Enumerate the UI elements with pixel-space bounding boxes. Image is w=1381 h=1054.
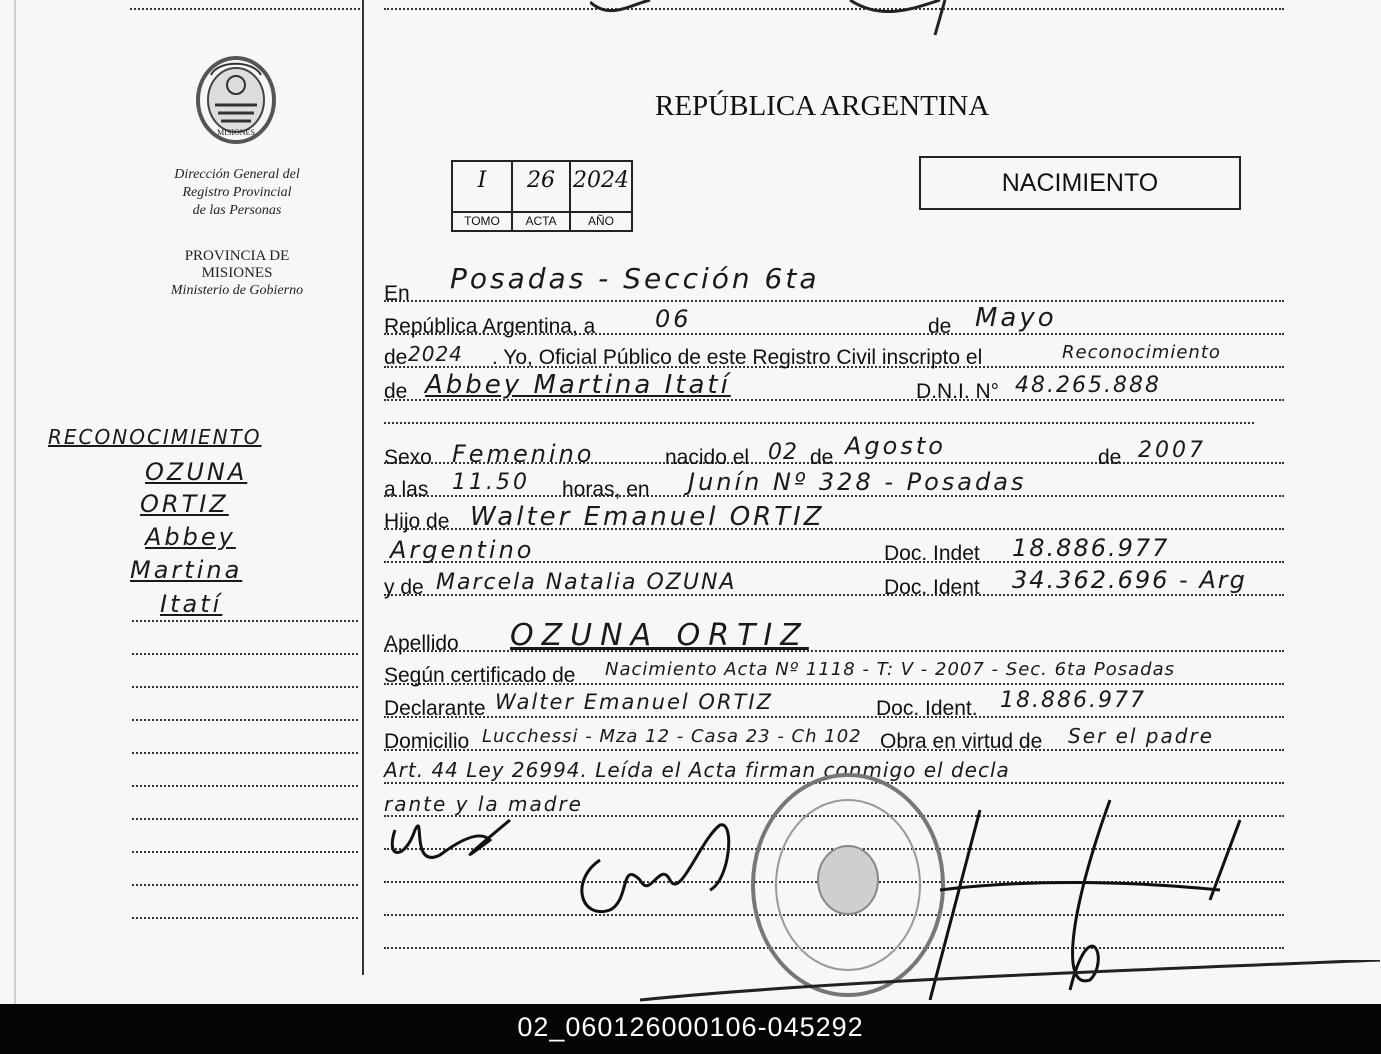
hora-value: 11.50: [452, 470, 530, 495]
mes-value: Mayo: [975, 303, 1057, 333]
padre-nacionalidad: Argentino: [390, 536, 535, 564]
page-edge: [14, 0, 16, 1004]
margin-note-line: Itatí: [160, 590, 223, 618]
padre-doc-label: Doc. Indet: [884, 542, 980, 565]
document-type-box: NACIMIENTO: [919, 156, 1241, 210]
registry-box: [451, 160, 633, 232]
ministry-line: Ministerio de Gobierno: [170, 283, 304, 298]
dia-value: 06: [655, 305, 692, 333]
line-en: [384, 300, 1284, 302]
office-line-2: Registro Provincial: [182, 185, 292, 200]
declarante-label: Declarante: [384, 697, 486, 720]
certificado-value: Nacimiento Acta Nº 1118 - T: V - 2007 - Sec. 6ta Posadas: [605, 659, 1175, 680]
madre-doc-value: 34.362.696 - Arg: [1012, 566, 1247, 594]
nacido-mes: Agosto: [845, 432, 946, 460]
apellido-value: OZUNA ORTIZ: [510, 618, 809, 653]
hijo-label: Hijo de: [384, 510, 450, 533]
bottom-signature-stroke: [640, 960, 1380, 1004]
obra-value: Ser el padre: [1068, 724, 1214, 748]
tomo-label: TOMO: [453, 211, 511, 228]
anio-label: AÑO: [571, 211, 631, 228]
madre-value: Marcela Natalia OZUNA: [436, 570, 737, 595]
horas-en-label: horas, en: [562, 478, 650, 501]
obra-label: Obra en virtud de: [880, 730, 1043, 753]
oficial-text: . Yo, Oficial Público de este Registro Civil inscripto el: [492, 346, 983, 369]
province-line-1: PROVINCIA DE: [184, 248, 290, 264]
line-domicilio: [384, 749, 1284, 751]
madre-label: y de: [384, 576, 424, 599]
sexo-value: Femenino: [452, 440, 595, 468]
margin-dotted-line: [132, 851, 358, 853]
margin-dotted-line: [132, 620, 358, 622]
margin-dotted-line: [132, 818, 358, 820]
margin-note-line: ORTIZ: [140, 490, 229, 518]
declarante-doc-value: 18.886.977: [1000, 688, 1146, 713]
tomo-cell: [453, 162, 513, 230]
declarant-signature: [380, 800, 530, 880]
document-code: 02_060126000106-045292: [517, 1012, 864, 1042]
margin-note-line: OZUNA: [145, 458, 248, 486]
de2-label: de: [384, 380, 408, 403]
mother-signature: [570, 820, 740, 930]
dni-label: D.N.I. N°: [916, 380, 1000, 403]
margin-dotted-line: [132, 884, 358, 886]
persona-value: Abbey Martina Itatí: [425, 370, 731, 400]
nacido-label: nacido el: [665, 446, 750, 469]
continuation-line-1: Art. 44 Ley 26994. Leída el Acta firman conmigo el decla: [384, 758, 1010, 782]
seal-text: MISIONES: [217, 128, 255, 137]
margin-note-line: Abbey: [145, 523, 236, 551]
anio-prefix: de: [384, 346, 408, 369]
province-line-2: MISIONES: [201, 265, 273, 281]
padre-value: Walter Emanuel ORTIZ: [470, 502, 825, 532]
margin-dotted-line: [132, 653, 358, 655]
office-line-3: de las Personas: [192, 203, 282, 218]
apellido-label: Apellido: [384, 632, 459, 655]
dni-value: 48.265.888: [1015, 373, 1161, 398]
republica-label: República Argentina, a: [384, 315, 596, 338]
line-declarante: [384, 716, 1284, 718]
acta-label: ACTA: [513, 211, 569, 228]
nacido-de-label: de: [810, 446, 834, 469]
nacido-dia: 02: [768, 440, 798, 465]
anio-registro-value: 2024: [408, 342, 463, 366]
declarante-doc-label: Doc. Ident.: [876, 697, 978, 720]
line-blank: [384, 422, 1254, 424]
column-divider: [362, 0, 364, 975]
acta-value: 26: [527, 168, 555, 193]
nacido-anio: 2007: [1138, 438, 1206, 463]
en-value: Posadas - Sección 6ta: [450, 262, 820, 295]
padre-doc-value: 18.886.977: [1012, 534, 1170, 562]
declarante-value: Walter Emanuel ORTIZ: [495, 690, 773, 714]
page-title: REPÚBLICA ARGENTINA: [655, 90, 990, 122]
margin-dotted-line: [132, 686, 358, 688]
domicilio-label: Domicilio: [384, 730, 470, 753]
top-signature-fragment: [590, 0, 990, 40]
lugar-value: Junín Nº 328 - Posadas: [688, 468, 1027, 496]
office-line-1: Dirección General del: [174, 167, 300, 182]
sexo-label: Sexo: [384, 446, 432, 469]
certificado-label: Según certificado de: [384, 664, 576, 687]
continuation-line-2: rante y la madre: [384, 792, 583, 816]
margin-dotted-line: [132, 917, 358, 919]
footer-bar: [0, 1004, 1381, 1054]
acta-cell: [513, 162, 571, 230]
margin-note-line: Martina: [130, 556, 243, 584]
province-name: [130, 248, 344, 299]
office-name: [130, 166, 344, 220]
madre-doc-label: Doc. Ident: [884, 576, 980, 599]
nacido-de2-label: de: [1098, 446, 1122, 469]
anio-cell: [571, 162, 631, 230]
domicilio-value: Lucchessi - Mza 12 - Casa 23 - Ch 102: [482, 726, 862, 747]
margin-dotted-line: [132, 719, 358, 721]
margin-note-title: RECONOCIMIENTO: [48, 425, 262, 449]
margin-dotted-line: [132, 752, 358, 754]
de-label: de: [928, 315, 952, 338]
anio-value: 2024: [573, 168, 629, 193]
tomo-value: I: [477, 168, 487, 193]
margin-dotted-line: [132, 785, 358, 787]
alas-label: a las: [384, 478, 429, 501]
inscripto-value: Reconocimiento: [1062, 342, 1221, 363]
en-label: En: [384, 282, 410, 305]
top-dotted-line-left: [130, 8, 360, 10]
